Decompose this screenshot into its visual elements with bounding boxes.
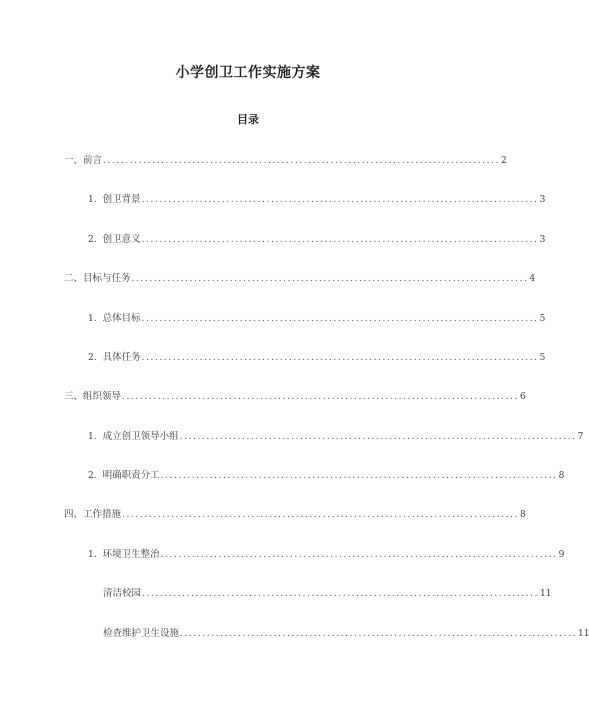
toc-entry-number: 2. bbox=[88, 353, 97, 363]
toc-page-number: 6 bbox=[520, 392, 526, 402]
toc-entry-overall-goal[interactable] bbox=[88, 313, 546, 325]
toc-entry-text: 一、前言 bbox=[64, 155, 103, 166]
toc-dot-leader: ......................................................................................... bbox=[180, 629, 578, 639]
toc-page-number: 11 bbox=[540, 589, 552, 599]
toc-dot-leader: ......................................................................................... bbox=[122, 392, 520, 402]
toc-page-number: 3 bbox=[539, 195, 546, 205]
toc-dot-leader: ......................................................................................... bbox=[141, 235, 539, 245]
toc-entry-leadership[interactable] bbox=[64, 391, 526, 403]
toc-entry-background[interactable] bbox=[88, 194, 546, 206]
toc-entry-number: 1. bbox=[88, 314, 97, 324]
toc-entry-text: 具体任务 bbox=[102, 352, 141, 363]
toc-entry-text: 检查维护卫生设施 bbox=[103, 628, 180, 639]
toc-entry-number: 1. bbox=[88, 432, 97, 442]
toc-entry-environment[interactable] bbox=[88, 549, 565, 561]
toc-entry-text: 创卫意义 bbox=[102, 234, 141, 245]
toc-entry-text: 总体目标 bbox=[102, 313, 141, 324]
toc-page-number: 8 bbox=[558, 471, 565, 481]
document-title: 小学创卫工作实施方案 bbox=[175, 65, 321, 81]
toc-entry-number: 2. bbox=[88, 235, 97, 245]
toc-entry-goals-tasks[interactable] bbox=[64, 273, 536, 285]
toc-entry-number: 1. bbox=[88, 550, 97, 560]
toc-dot-leader: ......................................................................................... bbox=[179, 432, 577, 442]
toc-entry-measures[interactable] bbox=[64, 509, 526, 521]
toc-page-number: 5 bbox=[539, 314, 546, 324]
toc-page-number: 7 bbox=[577, 432, 584, 442]
toc-entry-text: 四、工作措施 bbox=[64, 509, 122, 520]
toc-entry-text: 环境卫生整治 bbox=[102, 549, 160, 560]
toc-page-number: 9 bbox=[558, 550, 565, 560]
toc-entry-text: 成立创卫领导小组 bbox=[102, 431, 179, 442]
toc-page-number: 5 bbox=[539, 353, 546, 363]
toc-dot-leader: ......................................................................................... bbox=[142, 589, 540, 599]
toc-dot-leader: ......................................................................................... bbox=[141, 314, 539, 324]
toc-dot-leader: ......................................................................................... bbox=[160, 471, 558, 481]
toc-page-number: 4 bbox=[529, 274, 536, 284]
toc-entry-specific-tasks[interactable] bbox=[88, 352, 546, 364]
toc-page-number: 8 bbox=[520, 510, 526, 520]
toc-page-number: 3 bbox=[539, 235, 546, 245]
toc-entry-number: 1. bbox=[88, 195, 97, 205]
toc-dot-leader: ......................................................................................... bbox=[160, 550, 558, 560]
toc-dot-leader: ......................................................................................... bbox=[122, 510, 520, 520]
toc-entry-text: 三、组织领导 bbox=[64, 391, 122, 402]
toc-entry-text: 二、目标与任务 bbox=[64, 273, 131, 284]
toc-entry-text: 创卫背景 bbox=[102, 194, 141, 205]
toc-dot-leader: ......................................................................................... bbox=[141, 353, 539, 363]
toc-entry-text: 清洁校园 bbox=[103, 588, 142, 599]
toc-heading: 目录 bbox=[237, 113, 259, 126]
toc-page-number: 2 bbox=[501, 156, 507, 166]
toc-entry-responsibilities[interactable] bbox=[88, 470, 565, 482]
toc-entry-significance[interactable] bbox=[88, 234, 546, 246]
toc-entry-facilities[interactable] bbox=[103, 628, 589, 640]
toc-page-number: 11 bbox=[578, 629, 589, 639]
toc-entry-number: 2. bbox=[88, 471, 97, 481]
toc-dot-leader: ......................................................................................... bbox=[131, 274, 529, 284]
toc-entry-clean-campus[interactable] bbox=[103, 588, 552, 600]
toc-entry-leading-group[interactable] bbox=[88, 431, 584, 443]
toc-entry-text: 明确职责分工 bbox=[102, 470, 160, 481]
toc-dot-leader: ......................................................................................... bbox=[103, 156, 501, 166]
toc-entry-preface[interactable] bbox=[64, 155, 507, 167]
toc-dot-leader: ......................................................................................... bbox=[141, 195, 539, 205]
